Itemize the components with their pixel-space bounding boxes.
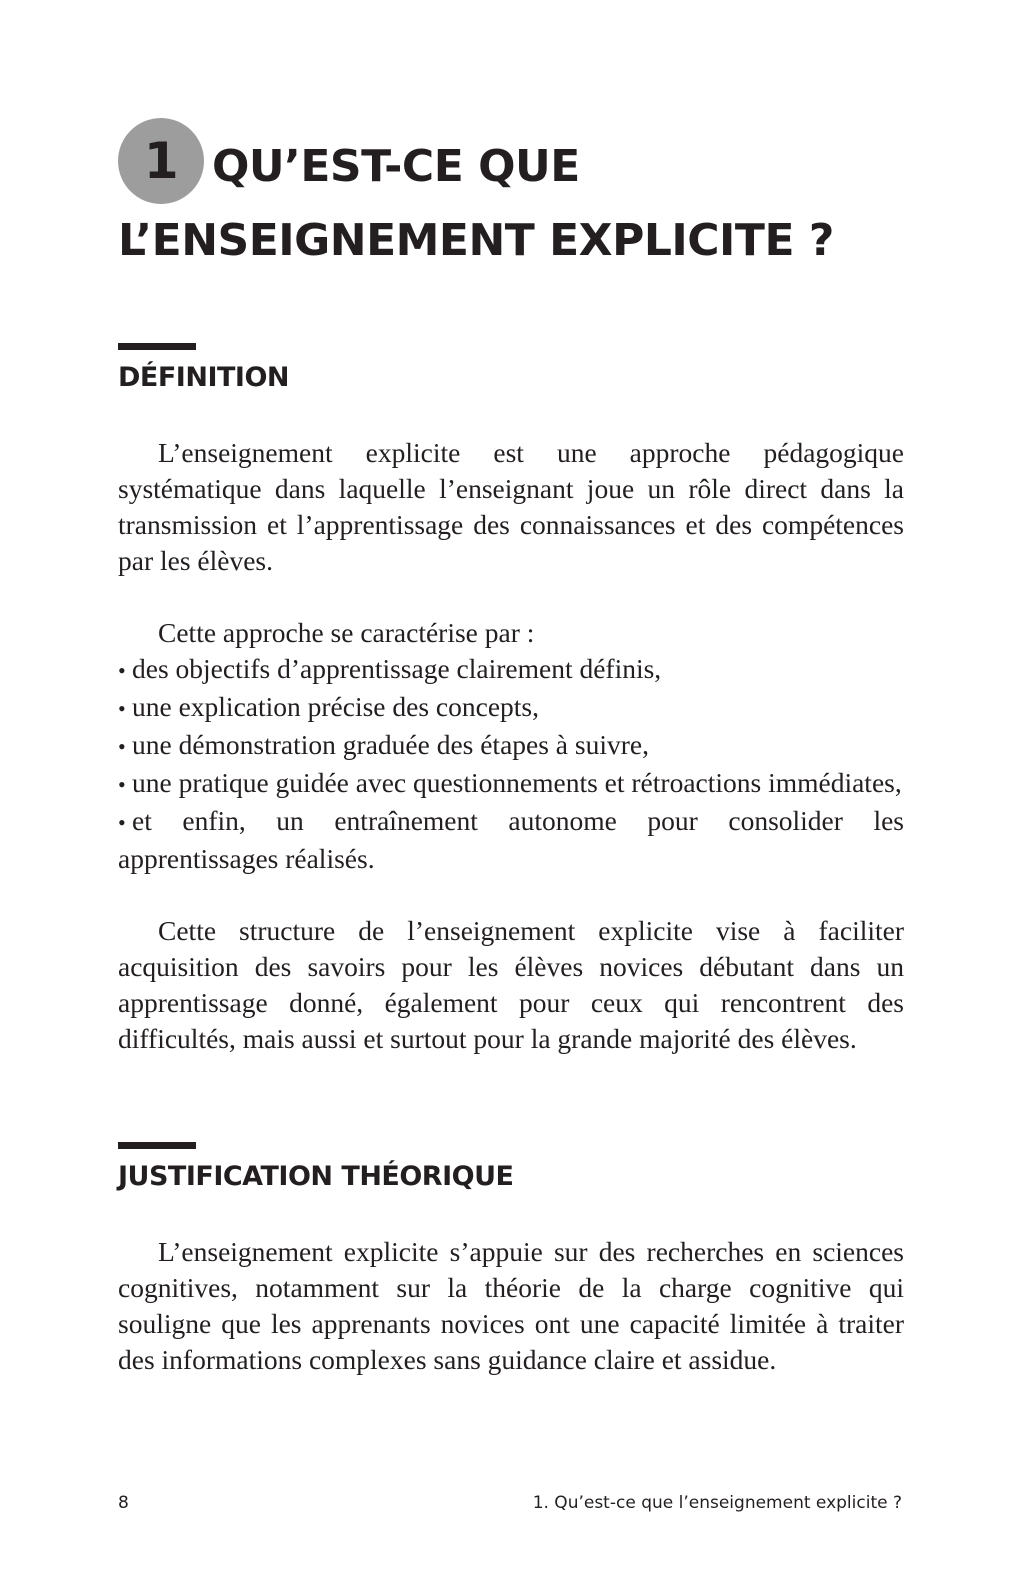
section-body-justification bbox=[118, 1234, 904, 1378]
list-item-text: une explication précise des concepts, bbox=[132, 691, 539, 722]
list-item bbox=[118, 689, 904, 727]
bullet-icon: • bbox=[118, 810, 126, 835]
running-title: 1. Qu’est-ce que l’enseignement explicite ? bbox=[532, 1493, 902, 1513]
list-item bbox=[118, 765, 904, 803]
list-item bbox=[118, 727, 904, 765]
bullet-icon: • bbox=[118, 696, 126, 721]
list-item bbox=[118, 651, 904, 689]
structure-paragraph: Cette structure de l’enseignement explicite vise à faciliter acquisition des savoirs pour les élèves novices débutant dans un apprentissage donné, également pour ceux qui rencontrent des difficultés, mais aussi et surtout pour la grande majorité des élèves. bbox=[118, 915, 904, 1054]
bullet-icon: • bbox=[118, 772, 126, 797]
bullet-icon: • bbox=[118, 734, 126, 759]
section-rule-justification bbox=[118, 1142, 196, 1149]
justification-paragraph: L’enseignement explicite s’appuie sur des recherches en sciences cognitives, notamment sur la théorie de la charge cognitive qui souligne que les apprenants novices ont une capacité limitée à traiter des informations complexes sans guidance claire et assidue. bbox=[118, 1236, 904, 1375]
chapter-title bbox=[118, 128, 918, 278]
characteristics-list bbox=[118, 651, 904, 877]
list-item-text: des objectifs d’apprentissage clairement définis, bbox=[132, 653, 662, 684]
chapter-title-line-1: QU’EST-CE QUE bbox=[212, 141, 580, 192]
list-item bbox=[118, 803, 904, 877]
section-heading-definition: DÉFINITION bbox=[118, 362, 290, 393]
bullet-icon: • bbox=[118, 658, 126, 683]
section-heading-justification: JUSTIFICATION THÉORIQUE bbox=[118, 1161, 514, 1192]
page-number: 8 bbox=[118, 1493, 129, 1513]
list-item-text: une pratique guidée avec questionnements et rétroactions immédiates, bbox=[132, 767, 902, 798]
list-item-text: une démonstration graduée des étapes à suivre, bbox=[132, 729, 649, 760]
chapter-number-badge: 1 bbox=[118, 118, 204, 204]
chapter-title-line-2: L’ENSEIGNEMENT EXPLICITE ? bbox=[118, 215, 834, 266]
approach-intro-paragraph: Cette approche se caractérise par : bbox=[158, 617, 535, 648]
definition-paragraph: L’enseignement explicite est une approche pédagogique systématique dans laquelle l’enseignant joue un rôle direct dans la transmission et l’apprentissage des connaissances et des compétences par les élèves. bbox=[118, 437, 904, 576]
section-rule-definition bbox=[118, 343, 196, 350]
list-item-text: et enfin, un entraînement autonome pour consolider les apprentissages réalisés. bbox=[118, 805, 904, 874]
section-body-definition bbox=[118, 435, 904, 1057]
